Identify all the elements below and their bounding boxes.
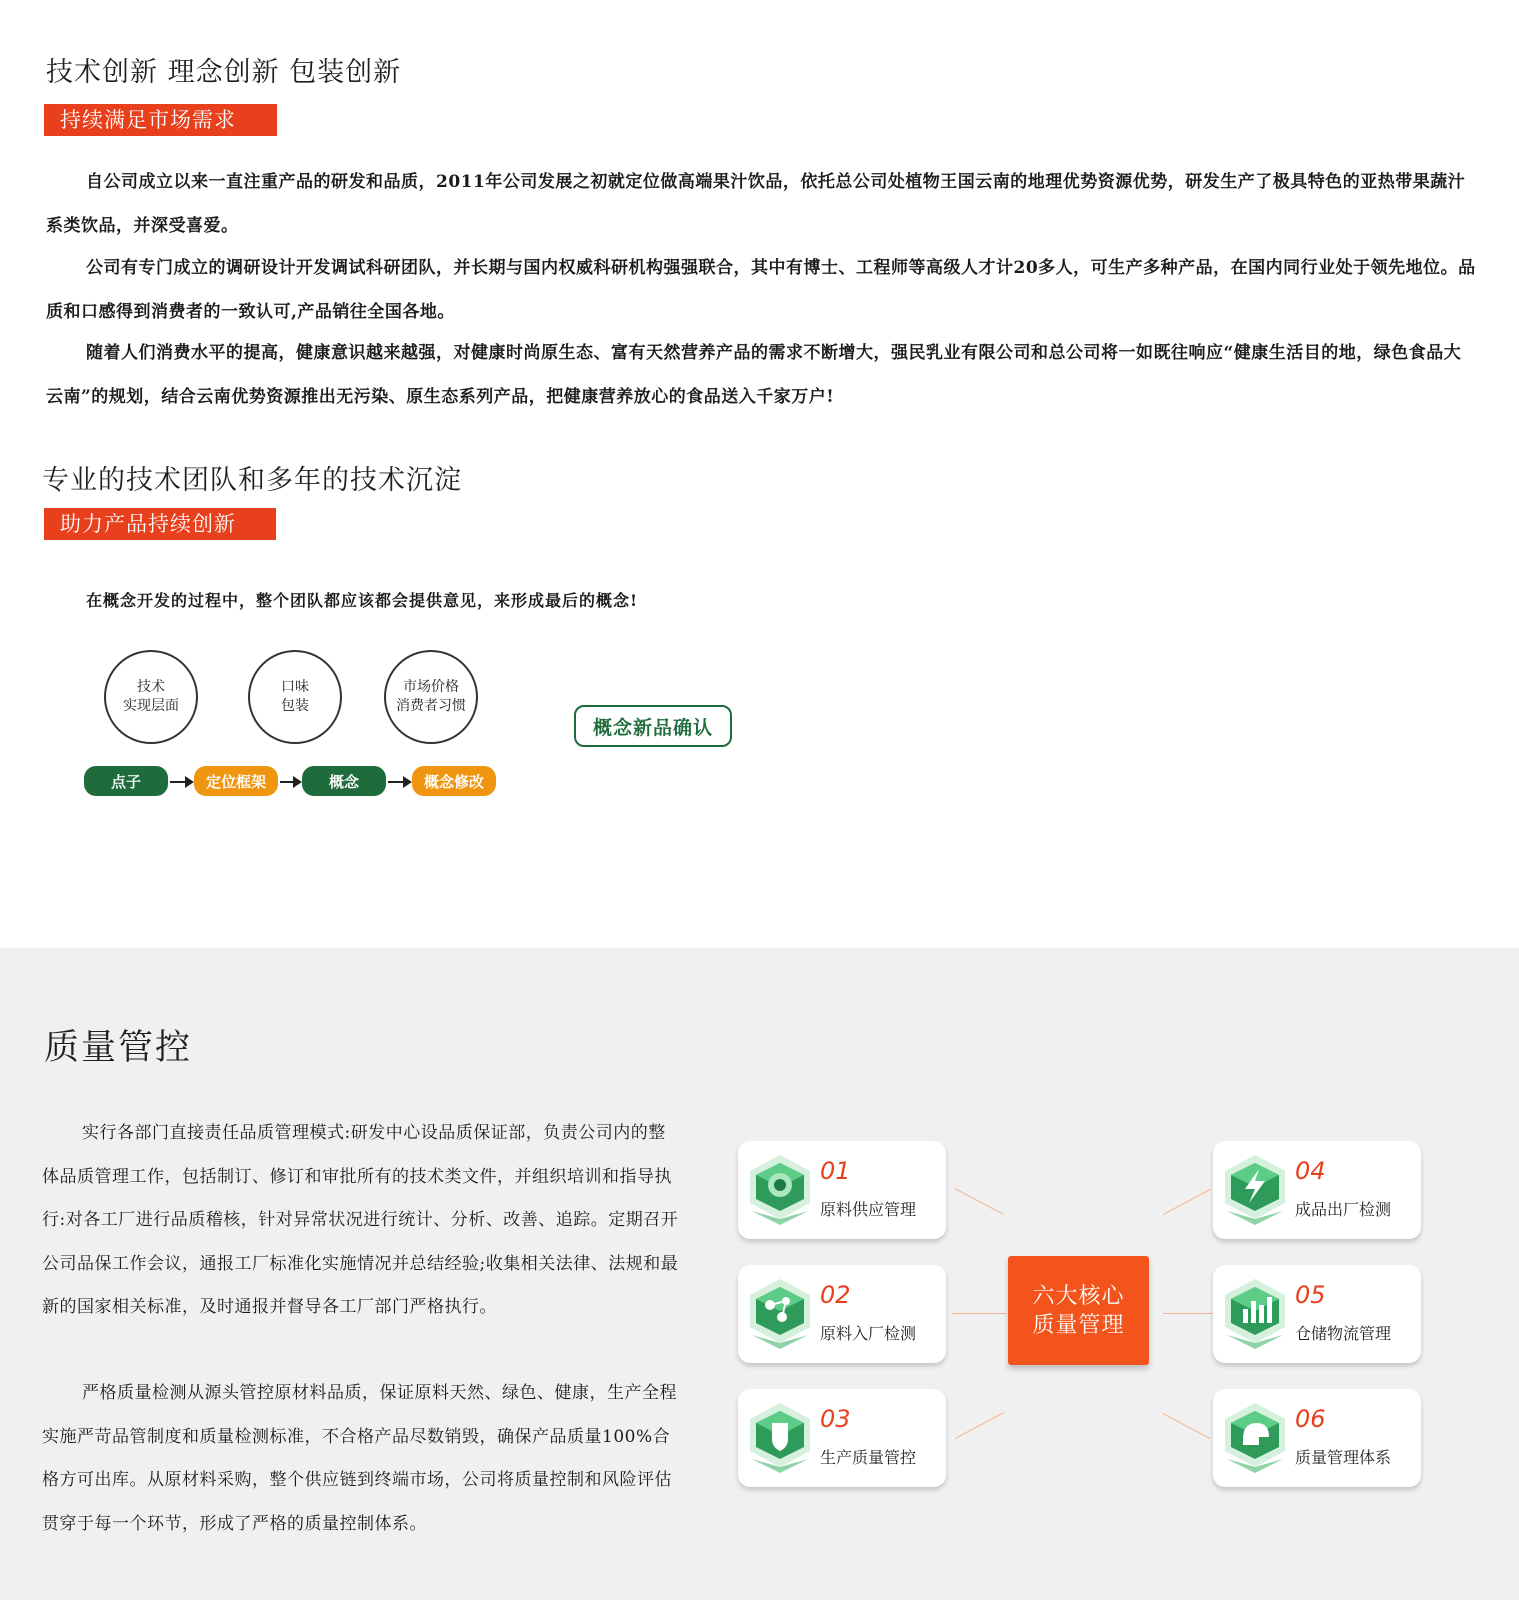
step-framework: 定位框架 (194, 766, 278, 796)
item-num: 03 (820, 1405, 851, 1433)
item-num: 04 (1295, 1157, 1326, 1185)
quality-item-04 (1213, 1141, 1421, 1239)
circle-taste-line2: 包装 (281, 698, 309, 714)
circle-market-line1: 市场价格 (403, 679, 459, 695)
paragraph-2: 公司有专门成立的调研设计开发调试科研团队，并长期与国内权威科研机构强强联合，其中有博士、工程师等高级人才计20多人，可生产多种产品，在国内同行业处于领先地位。品质和口感得到消费者的一致认可,产品销往全国各地。 (46, 258, 1476, 322)
connector-line (952, 1313, 1006, 1314)
paragraph-3: 随着人们消费水平的提高，健康意识越来越强，对健康时尚原生态、富有天然营养产品的需求不断增大，强民乳业有限公司和总公司将一如既往响应“健康生活目的地，绿色食品大云南”的规划，结合云南优势资源推出无污染、原生态系列产品，把健康营养放心的食品送入千家万户! (46, 343, 1462, 407)
quality-item-06 (1213, 1389, 1421, 1487)
globe-icon (748, 1153, 812, 1227)
item-label: 仓储物流管理 (1295, 1324, 1392, 1343)
quality-item-02 (738, 1265, 946, 1363)
step-concept: 概念 (302, 766, 386, 796)
item-label: 原料入厂检测 (820, 1324, 917, 1343)
item-label: 生产质量管控 (820, 1448, 917, 1467)
circle-tech (104, 650, 198, 744)
paragraph-1: 自公司成立以来一直注重产品的研发和品质，2011年公司发展之初就定位做高端果汁饮品，依托总公司处植物王国云南的地理优势资源优势，研发生产了极具特色的亚热带果蔬汁系类饮品，并深受喜爱。 (46, 172, 1466, 236)
circle-market-line2: 消费者习惯 (396, 698, 466, 714)
core-line1: 六大核心 (1032, 1283, 1125, 1309)
core-line2: 质量管理 (1032, 1312, 1125, 1338)
connector-line (1163, 1313, 1215, 1314)
item-num: 02 (820, 1281, 851, 1309)
lightning-icon (1223, 1153, 1287, 1227)
circle-tech-line1: 技术 (137, 679, 165, 695)
arrow-icon (170, 781, 192, 783)
item-num: 05 (1295, 1281, 1326, 1309)
arrow-icon (280, 781, 300, 783)
section-title-team: 专业的技术团队和多年的技术沉淀 (42, 465, 462, 496)
concept-confirm-box: 概念新品确认 (574, 705, 732, 747)
section-title-innovation: 技术创新 理念创新 包装创新 (46, 57, 402, 88)
quality-item-05 (1213, 1265, 1421, 1363)
bar-chart-icon (1223, 1277, 1287, 1351)
step-concept-revision: 概念修改 (412, 766, 496, 796)
item-num: 01 (820, 1157, 851, 1185)
quality-paragraph-2: 严格质量检测从源头管控原材料品质，保证原料天然、绿色、健康，生产全程实施严苛品管制度和质量检测标准，不合格产品尽数销毁，确保产品质量100%合格方可出库。从原材料采购，整个供应链到终端市场，公司将质量控制和风险评估贯穿于每一个环节，形成了严格的质量控制体系。 (42, 1383, 677, 1534)
circle-taste-line1: 口味 (281, 679, 309, 695)
step-idea: 点子 (84, 766, 168, 796)
quality-paragraph-1: 实行各部门直接责任品质管理模式:研发中心设品质保证部，负责公司内的整体品质管理工作，包括制订、修订和审批所有的技术类文件，并组织培训和指导执行:对各工厂进行品质稽核，针对异常状况进行统计、分析、改善、追踪。定期召开公司品保工作会议，通报工厂标准化实施情况并总结经验;收集相关法律、法规和最新的国家相关标准，及时通报并督导各工厂部门严格执行。 (42, 1123, 679, 1317)
arrow-icon (388, 781, 410, 783)
item-label: 原料供应管理 (820, 1200, 917, 1219)
core-quality-box (1008, 1256, 1149, 1365)
tag-market-demand: 持续满足市场需求 (44, 104, 277, 136)
molecule-icon (748, 1277, 812, 1351)
circle-taste (248, 650, 342, 744)
tag-innovation: 助力产品持续创新 (44, 508, 276, 540)
item-label: 成品出厂检测 (1295, 1200, 1392, 1219)
helmet-icon (1223, 1401, 1287, 1475)
quality-title: 质量管控 (44, 1028, 193, 1068)
quality-item-01 (738, 1141, 946, 1239)
item-label: 质量管理体系 (1295, 1448, 1392, 1467)
circle-tech-line2: 实现层面 (123, 698, 179, 714)
shield-icon (748, 1401, 812, 1475)
concept-note: 在概念开发的过程中，整个团队都应该都会提供意见，来形成最后的概念! (86, 591, 639, 610)
item-num: 06 (1295, 1405, 1326, 1433)
circle-market (384, 650, 478, 744)
quality-item-03 (738, 1389, 946, 1487)
